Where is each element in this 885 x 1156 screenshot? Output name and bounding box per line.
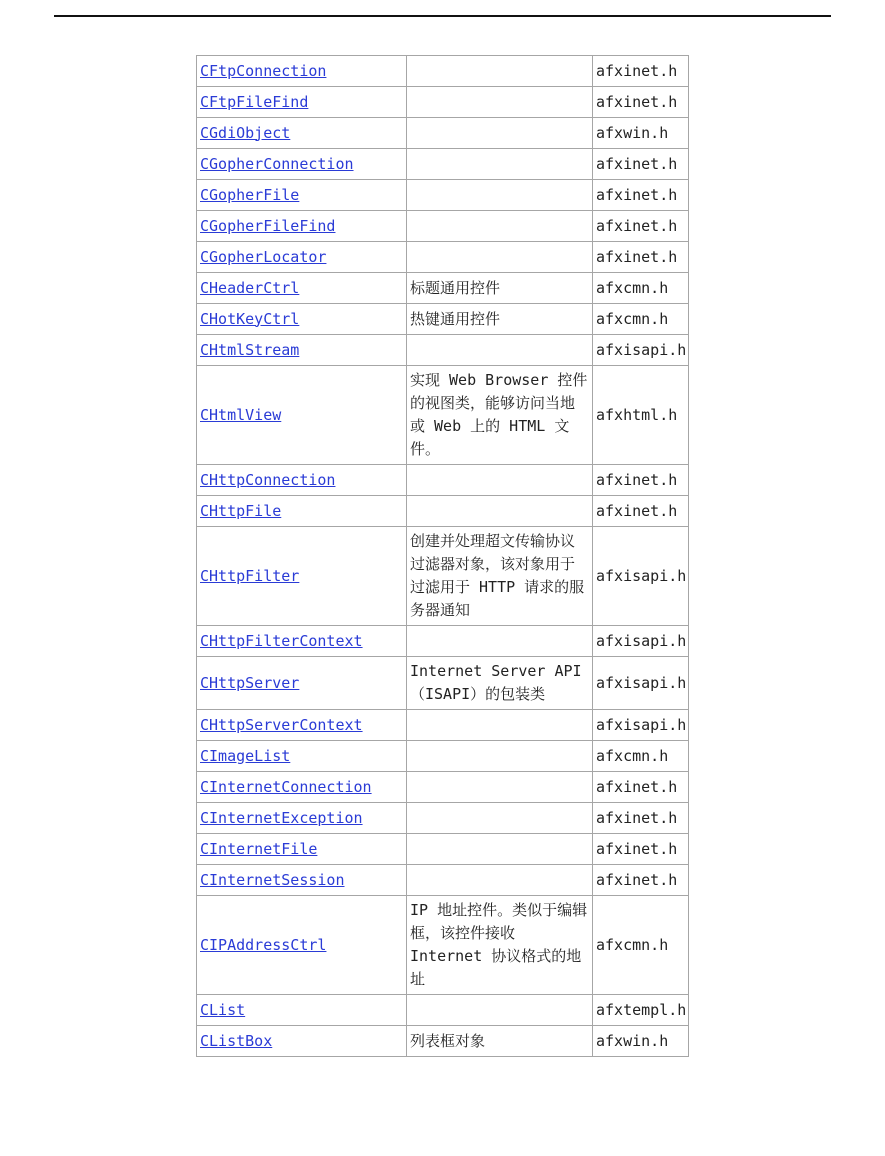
description-cell [407, 465, 593, 496]
class-link[interactable]: CGopherConnection [200, 154, 354, 173]
class-link[interactable]: CGopherFile [200, 185, 300, 204]
header-file-cell: afxtempl.h [593, 995, 689, 1026]
class-cell [197, 527, 407, 626]
class-cell [197, 834, 407, 865]
class-table [196, 55, 689, 1057]
table-row [197, 896, 689, 995]
class-link[interactable]: CList [200, 1000, 246, 1019]
class-link[interactable]: CFtpConnection [200, 61, 327, 80]
description-cell [407, 772, 593, 803]
header-file-cell: afxcmn.h [593, 273, 689, 304]
header-file-cell: afxcmn.h [593, 741, 689, 772]
class-cell [197, 304, 407, 335]
class-cell [197, 242, 407, 273]
header-file-cell: afxwin.h [593, 118, 689, 149]
description-cell: 热键通用控件 [407, 304, 593, 335]
table-row [197, 741, 689, 772]
class-cell [197, 180, 407, 211]
description-cell [407, 710, 593, 741]
description-cell [407, 803, 593, 834]
class-cell [197, 772, 407, 803]
description-cell [407, 865, 593, 896]
class-cell [197, 710, 407, 741]
class-cell [197, 995, 407, 1026]
class-cell [197, 118, 407, 149]
class-link[interactable]: CGopherFileFind [200, 216, 336, 235]
class-link[interactable]: CHttpServer [200, 673, 300, 692]
table-row [197, 527, 689, 626]
class-link[interactable]: CHtmlStream [200, 340, 300, 359]
table-row [197, 496, 689, 527]
description-cell [407, 741, 593, 772]
table-row [197, 149, 689, 180]
class-link[interactable]: CHttpFile [200, 501, 282, 520]
header-file-cell: afxisapi.h [593, 657, 689, 710]
table-row [197, 180, 689, 211]
class-cell [197, 211, 407, 242]
table-row [197, 772, 689, 803]
header-file-cell: afxcmn.h [593, 896, 689, 995]
table-row [197, 56, 689, 87]
top-rule [54, 15, 831, 17]
header-file-cell: afxisapi.h [593, 527, 689, 626]
class-cell [197, 87, 407, 118]
class-link[interactable]: CImageList [200, 746, 291, 765]
class-link[interactable]: CFtpFileFind [200, 92, 309, 111]
table-row [197, 242, 689, 273]
class-link[interactable]: CHttpFilter [200, 566, 300, 585]
table-row [197, 710, 689, 741]
description-cell: 实现 Web Browser 控件的视图类，能够访问当地或 Web 上的 HTML 文件。 [407, 366, 593, 465]
class-cell [197, 1026, 407, 1057]
description-cell [407, 496, 593, 527]
description-cell [407, 118, 593, 149]
table-row [197, 304, 689, 335]
header-file-cell: afxinet.h [593, 834, 689, 865]
table-row [197, 465, 689, 496]
class-link[interactable]: CGdiObject [200, 123, 291, 142]
table-row [197, 87, 689, 118]
table-row [197, 803, 689, 834]
class-cell [197, 273, 407, 304]
table-row [197, 865, 689, 896]
description-cell [407, 56, 593, 87]
table-row [197, 366, 689, 465]
class-cell [197, 335, 407, 366]
description-cell [407, 87, 593, 118]
description-cell: 标题通用控件 [407, 273, 593, 304]
table-row [197, 657, 689, 710]
class-link[interactable]: CHotKeyCtrl [200, 309, 300, 328]
header-file-cell: afxinet.h [593, 496, 689, 527]
class-cell [197, 56, 407, 87]
class-cell [197, 626, 407, 657]
header-file-cell: afxinet.h [593, 149, 689, 180]
header-file-cell: afxinet.h [593, 87, 689, 118]
header-file-cell: afxhtml.h [593, 366, 689, 465]
class-cell [197, 366, 407, 465]
class-link[interactable]: CListBox [200, 1031, 273, 1050]
description-cell [407, 242, 593, 273]
class-cell [197, 657, 407, 710]
class-cell [197, 803, 407, 834]
class-link[interactable]: CHttpServerContext [200, 715, 363, 734]
class-link[interactable]: CInternetException [200, 808, 363, 827]
class-link[interactable]: CInternetConnection [200, 777, 372, 796]
class-cell [197, 496, 407, 527]
class-cell [197, 896, 407, 995]
header-file-cell: afxinet.h [593, 242, 689, 273]
class-link[interactable]: CInternetFile [200, 839, 318, 858]
description-cell: IP 地址控件。类似于编辑框，该控件接收 Internet 协议格式的地址 [407, 896, 593, 995]
header-file-cell: afxcmn.h [593, 304, 689, 335]
class-cell [197, 741, 407, 772]
class-link[interactable]: CHttpFilterContext [200, 631, 363, 650]
header-file-cell: afxinet.h [593, 865, 689, 896]
description-cell [407, 834, 593, 865]
header-file-cell: afxinet.h [593, 803, 689, 834]
description-cell: 创建并处理超文传输协议过滤器对象，该对象用于过滤用于 HTTP 请求的服务器通知 [407, 527, 593, 626]
table-row [197, 273, 689, 304]
header-file-cell: afxinet.h [593, 56, 689, 87]
table-row [197, 335, 689, 366]
description-cell [407, 995, 593, 1026]
class-cell [197, 149, 407, 180]
class-link[interactable]: CHtmlView [200, 405, 282, 424]
class-link[interactable]: CInternetSession [200, 870, 345, 889]
table-row [197, 626, 689, 657]
table-row [197, 995, 689, 1026]
table-row [197, 834, 689, 865]
class-link[interactable]: CGopherLocator [200, 247, 327, 266]
header-file-cell: afxisapi.h [593, 335, 689, 366]
header-file-cell: afxinet.h [593, 211, 689, 242]
table-row [197, 1026, 689, 1057]
table-row [197, 211, 689, 242]
description-cell [407, 335, 593, 366]
header-file-cell: afxwin.h [593, 1026, 689, 1057]
description-cell: Internet Server API（ISAPI）的包装类 [407, 657, 593, 710]
header-file-cell: afxinet.h [593, 465, 689, 496]
header-file-cell: afxisapi.h [593, 626, 689, 657]
class-link[interactable]: CHeaderCtrl [200, 278, 300, 297]
header-file-cell: afxinet.h [593, 772, 689, 803]
class-cell [197, 465, 407, 496]
description-cell [407, 211, 593, 242]
description-cell [407, 626, 593, 657]
description-cell [407, 180, 593, 211]
description-cell [407, 149, 593, 180]
class-link[interactable]: CHttpConnection [200, 470, 336, 489]
class-link[interactable]: CIPAddressCtrl [200, 935, 327, 954]
class-cell [197, 865, 407, 896]
table-row [197, 118, 689, 149]
header-file-cell: afxisapi.h [593, 710, 689, 741]
description-cell: 列表框对象 [407, 1026, 593, 1057]
header-file-cell: afxinet.h [593, 180, 689, 211]
